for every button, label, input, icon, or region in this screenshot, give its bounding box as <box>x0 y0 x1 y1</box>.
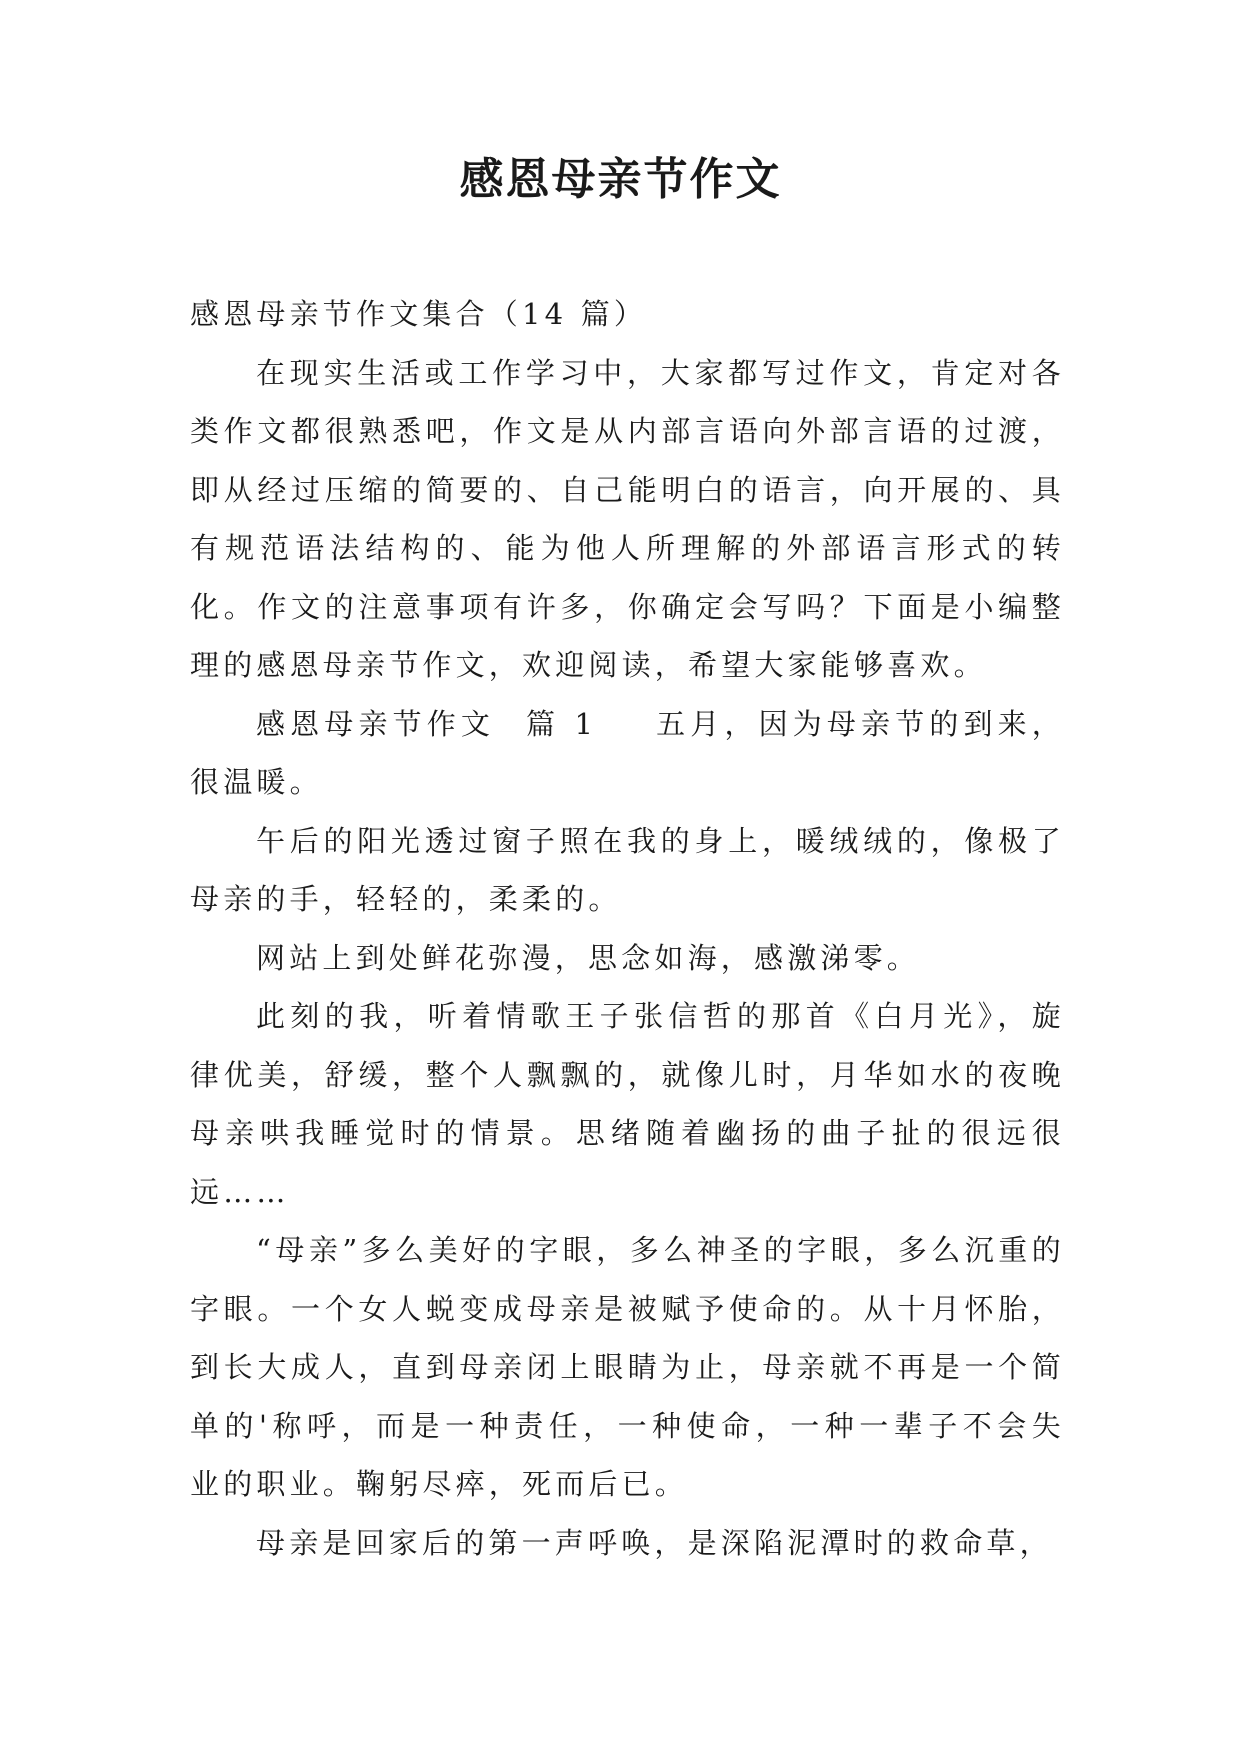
document-title: 感恩母亲节作文 <box>459 154 782 205</box>
collection-subtitle: 感恩母亲节作文集合（14 篇） <box>190 297 648 331</box>
body-paragraph: 此刻的我，听着情歌王子张信哲的那首《白月光》，旋律优美，舒缓，整个人飘飘的，就像儿时，月华如水的夜晚母亲哄我睡觉时的情景。思绪随着幽扬的曲子扯的很远很远…… <box>190 999 1065 1209</box>
body-paragraph: 网站上到处鲜花弥漫，思念如海，感激涕零。 <box>256 940 921 975</box>
document-body <box>190 285 1065 1572</box>
section-one-paragraph <box>190 695 1065 812</box>
section-heading: 感恩母亲节作文 <box>256 706 496 741</box>
body-paragraph: “母亲”多么美好的字眼，多么神圣的字眼，多么沉重的字眼。一个女人蜕变成母亲是被赋予使命的。从十月怀胎，到长大成人，直到母亲闭上眼睛为止，母亲就不再是一个简单的'称呼，而是一种责任，一种使命，一种一辈子不会失业的职业。鞠躬尽瘁，死而后已。 <box>190 1233 1065 1501</box>
body-paragraph: 午后的阳光透过窗子照在我的身上，暖绒绒的，像极了母亲的手，轻轻的，柔柔的。 <box>190 823 1065 916</box>
section-label: 篇 1 <box>525 706 598 741</box>
section-first-text: 五月，因为母亲节的到来，很温暖。 <box>190 706 1065 799</box>
body-paragraph: 母亲是回家后的第一声呼唤，是深陷泥潭时的救命草， <box>256 1525 1053 1560</box>
intro-paragraph: 在现实生活或工作学习中，大家都写过作文，肯定对各类作文都很熟悉吧，作文是从内部言语向外部言语的过渡，即从经过压缩的简要的、自己能明白的语言，向开展的、具有规范语法结构的、能为他人所理解的外部语言形式的转化。作文的注意事项有许多，你确定会写吗？下面是小编整理的感恩母亲节作文，欢迎阅读，希望大家能够喜欢。 <box>190 355 1065 682</box>
